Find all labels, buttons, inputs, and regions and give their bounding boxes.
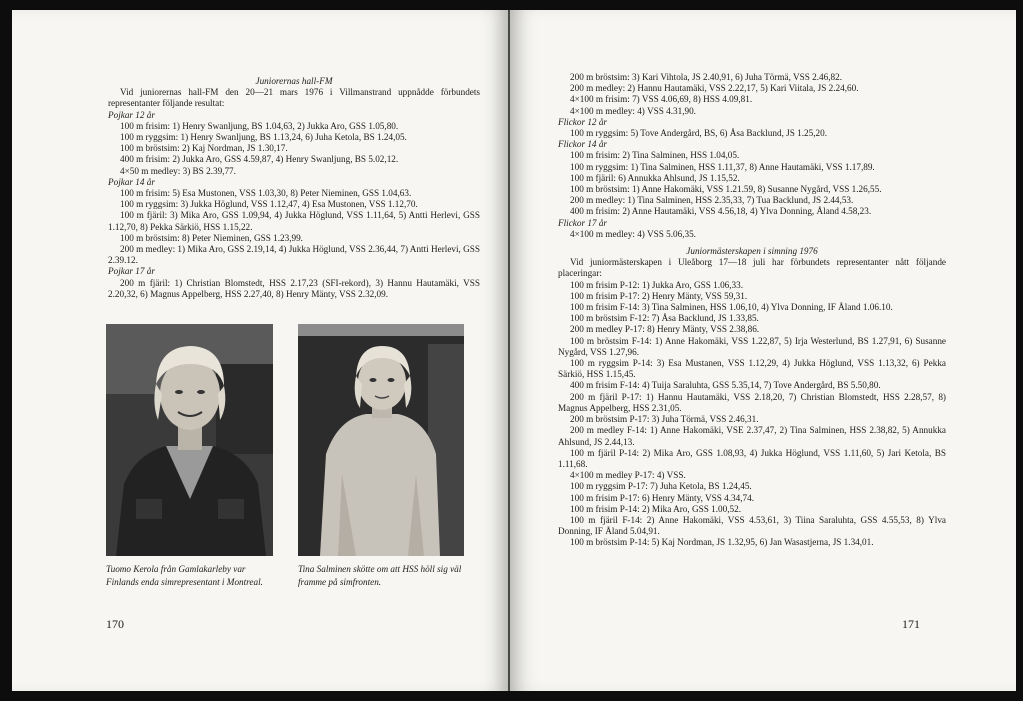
- result-line: 200 m medley: 1) Tina Salminen, HSS 2.35,33, 7) Tua Backlund, JS 2.44,53.: [570, 195, 854, 206]
- result-line: 400 m frisim F-14: 4) Tuija Saraluhta, GSS 5.35,14, 7) Tove Andergård, BS 5.50,80.: [570, 380, 881, 391]
- section-heading: Flickor 14 år: [558, 139, 607, 150]
- result-line: 200 m fjäril P-17: 1) Hannu Hautamäki, VSS 2.18,20, 7) Christian Blomstedt, HSS 2.28,57, 8) Magnus Appelberg, HSS 2.31,05.: [558, 391, 946, 413]
- page-number-right: 171: [902, 617, 920, 631]
- result-line: 100 m fjäril: 6) Annukka Ahlsund, JS 1.15,52.: [570, 172, 740, 183]
- result-line: 100 m frisim P-14: 2) Mika Aro, GSS 1.00,52.: [570, 503, 741, 514]
- result-line: 100 m bröstsim: 2) Kaj Nordman, JS 1.30,17.: [120, 143, 288, 154]
- result-line: 4×100 m medley: 4) VSS 4.31,90.: [570, 105, 696, 116]
- result-line: 100 m fjäril F-14: 2) Anne Hakomäki, VSS 4.53,61, 3) Tiina Saraluhta, GSS 4.55,53, 8) Ylva Donning, IF Åland 5.04,91.: [558, 514, 946, 537]
- section-heading: Pojkar 17 år: [108, 266, 155, 277]
- result-line: 100 m ryggsim: 1) Tina Salminen, HSS 1.11,37, 8) Anne Hautamäki, VSS 1.17,89.: [570, 161, 875, 172]
- result-line: 4×100 m medley: 4) VSS 5.06,35.: [570, 228, 696, 239]
- result-line: 100 m frisim F-14: 3) Tina Salminen, HSS 1.06,10, 4) Ylva Donning, IF Åland 1.06.10.: [570, 302, 893, 313]
- caption-girl: Tina Salminen skötte om att HSS höll sig väl framme på simfronten.: [298, 564, 462, 587]
- left-intro: Vid juniorernas hall-FM den 20—21 mars 1976 i Villmanstrand uppnådde förbundets representanter följande resultat:: [108, 87, 480, 109]
- section-heading: Flickor 17 år: [558, 217, 607, 228]
- result-line: 100 m fjäril P-14: 2) Mika Aro, GSS 1.08,93, 4) Jukka Höglund, VSS 1.11,60, 5) Jari Ketola, BS 1.11,68.: [558, 447, 946, 469]
- result-line: 4×100 m frisim: 7) VSS 4.06,69, 8) HSS 4.09,81.: [570, 94, 753, 105]
- result-line: 4×100 m medley P-17: 4) VSS.: [570, 470, 686, 481]
- result-line: 100 m bröstsim: 1) Anne Hakomäki, VSS 1.21.59, 8) Susanne Nygård, VSS 1.26,55.: [570, 184, 882, 195]
- result-line: 100 m frisim: 1) Henry Swanljung, BS 1.04,63, 2) Jukka Aro, GSS 1.05,80.: [120, 120, 399, 131]
- left-title: Juniorernas hall-FM: [255, 76, 333, 86]
- result-line: 100 m frisim P-17: 6) Henry Mänty, VSS 4.34,74.: [570, 492, 755, 503]
- result-line: 100 m fjäril: 3) Mika Aro, GSS 1.09,94, 4) Jukka Höglund, VSS 1.11,64, 5) Antti Herlevi, GSS 1.12,70, 8) Pekka Särkiö, HSS 1.15,22.: [108, 210, 480, 232]
- result-line: 100 m ryggsim: 3) Jukka Höglund, VSS 1.12,47, 4) Esa Mustonen, VSS 1.12,70.: [120, 199, 418, 210]
- result-line: 100 m frisim P-12: 1) Jukka Aro, GSS 1.06,33.: [570, 279, 744, 290]
- result-line: 100 m ryggsim P-17: 7) Juha Ketola, BS 1.24,45.: [570, 481, 752, 492]
- section-heading: Pojkar 12 år: [108, 109, 155, 120]
- caption-boy: Tuomo Kerola från Gamlakarleby var Finlands enda simrepresentant i Montreal.: [106, 564, 263, 587]
- result-line: 100 m bröstsim: 8) Peter Nieminen, GSS 1.23,99.: [120, 232, 303, 243]
- result-line: 100 m frisim P-17: 2) Henry Mänty, VSS 59,31.: [570, 290, 748, 301]
- result-line: 400 m frisim: 2) Jukka Aro, GSS 4.59,87, 4) Henry Swanljung, BS 5.02,12.: [120, 154, 399, 165]
- result-line: 100 m bröstsim F-12: 7) Åsa Backlund, JS 1.33,85.: [570, 313, 759, 324]
- result-line: 100 m bröstsim F-14: 1) Anne Hakomäki, VSS 1.22,87, 5) Irja Westerlund, BS 1.27,91, 6) Susanne Nygård, VSS 1.27,96.: [558, 335, 946, 357]
- result-line: 200 m medley: 1) Mika Aro, GSS 2.19,14, 4) Jukka Höglund, VSS 2.36,44, 7) Antti Herlevi, GSS 2.39.12.: [108, 244, 480, 266]
- result-line: 100 m ryggsim: 5) Tove Andergård, BS, 6) Åsa Backlund, JS 1.25,20.: [570, 128, 828, 139]
- section-heading: Pojkar 14 år: [108, 176, 155, 187]
- result-line: 200 m medley F-14: 1) Anne Hakomäki, VSE 2.37,47, 2) Tina Salminen, HSS 2.38,82, 5) Annukka Ahlsund, JS 2.44,13.: [558, 425, 946, 447]
- result-line: 100 m bröstsim P-14: 5) Kaj Nordman, JS 1.32,95, 6) Jan Wasastjerna, JS 1.34,01.: [570, 537, 874, 548]
- page-number-left: 170: [106, 617, 124, 631]
- result-line: 200 m medley P-17: 8) Henry Mänty, VSS 2.38,86.: [570, 324, 760, 335]
- right-text-block: [558, 72, 946, 549]
- result-line: 200 m bröstsim P-17: 3) Juha Törmä, VSS 2.46,31.: [570, 414, 759, 425]
- result-line: 200 m fjäril: 1) Christian Blomstedt, HSS 2.17,23 (SFI-rekord), 3) Hannu Hautamäki, VSS 2.20,32, 6) Magnus Appelberg, HSS 2.27,40, 8) Henry Mänty, VSS 2.32,09.: [108, 277, 480, 299]
- result-line: 100 m frisim: 5) Esa Mustonen, VSS 1.03,30, 8) Peter Nieminen, GSS 1.04,63.: [120, 188, 412, 199]
- right-intro: Vid juniormästerskapen i Uleåborg 17—18 juli har förbundets representanter nått följande placeringar:: [558, 257, 946, 279]
- section-heading: Flickor 12 år: [558, 116, 607, 127]
- right-page: [510, 10, 1016, 691]
- left-text-block: [108, 76, 480, 300]
- right-section-title: Juniormästerskapen i simning 1976: [686, 246, 818, 257]
- result-line: 100 m ryggsim: 1) Henry Swanljung, BS 1.13,24, 6) Juha Ketola, BS 1.24,05.: [120, 132, 407, 143]
- photo-boy: [106, 324, 273, 556]
- result-line: 100 m ryggsim P-14: 3) Esa Mustanen, VSS 1.12,29, 4) Jukka Höglund, VSS 1.13,32, 6) Pekka Särkiö, HSS 1.15,45.: [558, 358, 946, 380]
- result-line: 100 m frisim: 2) Tina Salminen, HSS 1.04,05.: [570, 150, 740, 161]
- photo-girl: [298, 324, 464, 556]
- result-line: 200 m medley: 2) Hannu Hautamäki, VSS 2.22,17, 5) Kari Viitala, JS 2.24,60.: [570, 83, 859, 94]
- left-page: [12, 10, 508, 691]
- result-line: 200 m bröstsim: 3) Kari Vihtola, JS 2.40,91, 6) Juha Törmä, VSS 2.46,82.: [570, 72, 843, 82]
- result-line: 400 m frisim: 2) Anne Hautamäki, VSS 4.56,18, 4) Ylva Donning, Åland 4.58,23.: [570, 206, 872, 217]
- result-line: 4×50 m medley: 3) BS 2.39,77.: [120, 165, 236, 176]
